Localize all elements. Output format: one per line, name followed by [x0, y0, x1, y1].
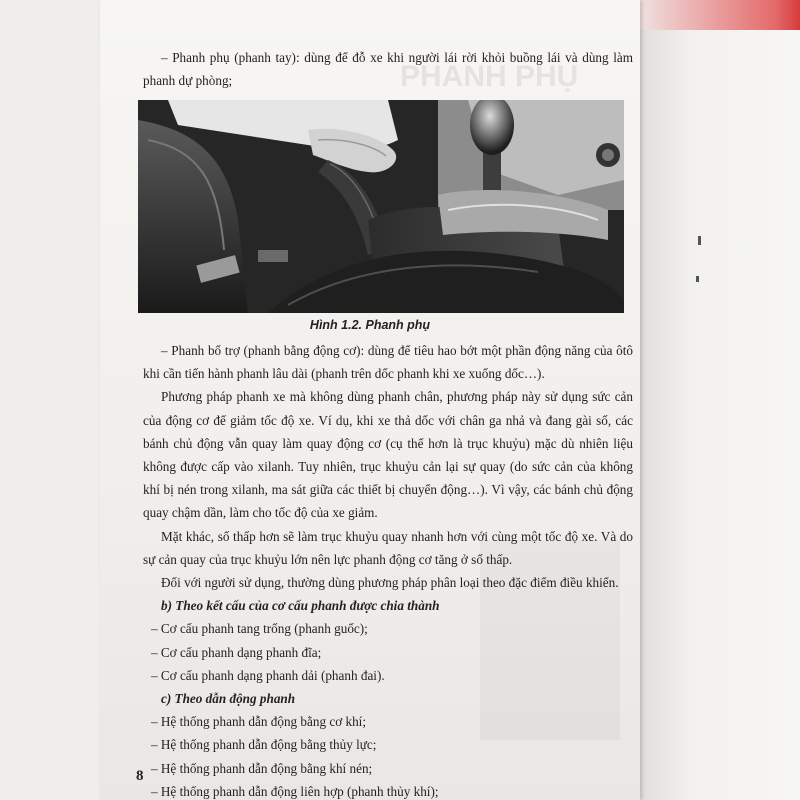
figure-caption: Hình 1.2. Phanh phụ — [309, 318, 431, 332]
list-item: – Hệ thống phanh dẫn động bằng thủy lực; — [151, 737, 377, 753]
low-gear-paragraph: Mặt khác, số thấp hơn sẽ làm trục khuỷu quay nhanh hơn với cùng một tốc độ xe. Và do sự cản quay của trục khuỷu lớn nên lực phanh động cơ tăng ở số thấp. — [143, 528, 633, 567]
hand-brake-text: – Phanh phụ (phanh tay): dùng để đỗ xe khi người lái rời khỏi buồng lái và dùng làm phanh dự phòng; — [143, 50, 633, 89]
next-page-edge — [632, 0, 800, 800]
list-item: – Hệ thống phanh dẫn động bằng khí nén; — [151, 760, 373, 776]
list-item: – Cơ cấu phanh dạng phanh dải (phanh đai). — [151, 667, 385, 683]
list-item: – Cơ cấu phanh dạng phanh đĩa; — [151, 644, 322, 660]
hand-brake-photo — [138, 100, 624, 313]
book-page — [100, 0, 640, 800]
hand-brake-illustration — [138, 100, 624, 313]
bleed-through-text: PHANH PHỤ — [400, 60, 579, 93]
engine-brake-method-paragraph: Phương pháp phanh xe mà không dùng phanh chân, phương pháp này sử dụng sức cản của động cơ để giảm tốc độ xe. Ví dụ, khi xe thả dốc với chân ga nhả và đang gài số, các bánh chủ động vẫn quay làm quay động cơ (cụ thể hơn là trục khuỷu) mặc dù nhiên liệu không được cấp vào xilanh. Tuy nhiên, trục khuỷu cản lại sự quay (do sức cản của không khí bị nén trong xilanh, ma sát giữa các thiết bị chuyển động…). Vì vậy, các bánh chủ động quay chậm dần, làm cho tốc độ của xe giảm. — [143, 389, 633, 521]
page-number: 8 — [136, 768, 144, 784]
section-c-heading: c) Theo dẫn động phanh — [161, 691, 296, 707]
intro-paragraph — [143, 46, 633, 92]
section-b-heading: b) Theo kết cấu của cơ cấu phanh được chia thành — [161, 598, 440, 614]
list-item: – Hệ thống phanh dẫn động bằng cơ khí; — [151, 714, 367, 730]
margin-mark — [698, 236, 701, 245]
body-text — [143, 339, 633, 800]
classification-paragraph: Đối với người sử dụng, thường dùng phương pháp phân loại theo đặc điểm điều khiển. — [161, 575, 619, 591]
auxiliary-brake-paragraph: – Phanh bổ trợ (phanh bằng động cơ): dùng để tiêu hao bớt một phần động năng của ôtô khi cần tiến hành phanh lâu dài (phanh trên dốc phanh khi xe xuống dốc…). — [143, 343, 633, 382]
list-item: – Hệ thống phanh dẫn động liên hợp (phanh thủy khí); — [151, 783, 439, 799]
margin-mark — [696, 276, 699, 282]
book-cover-edge — [636, 0, 800, 30]
list-item: – Cơ cấu phanh tang trống (phanh guốc); — [151, 621, 368, 637]
